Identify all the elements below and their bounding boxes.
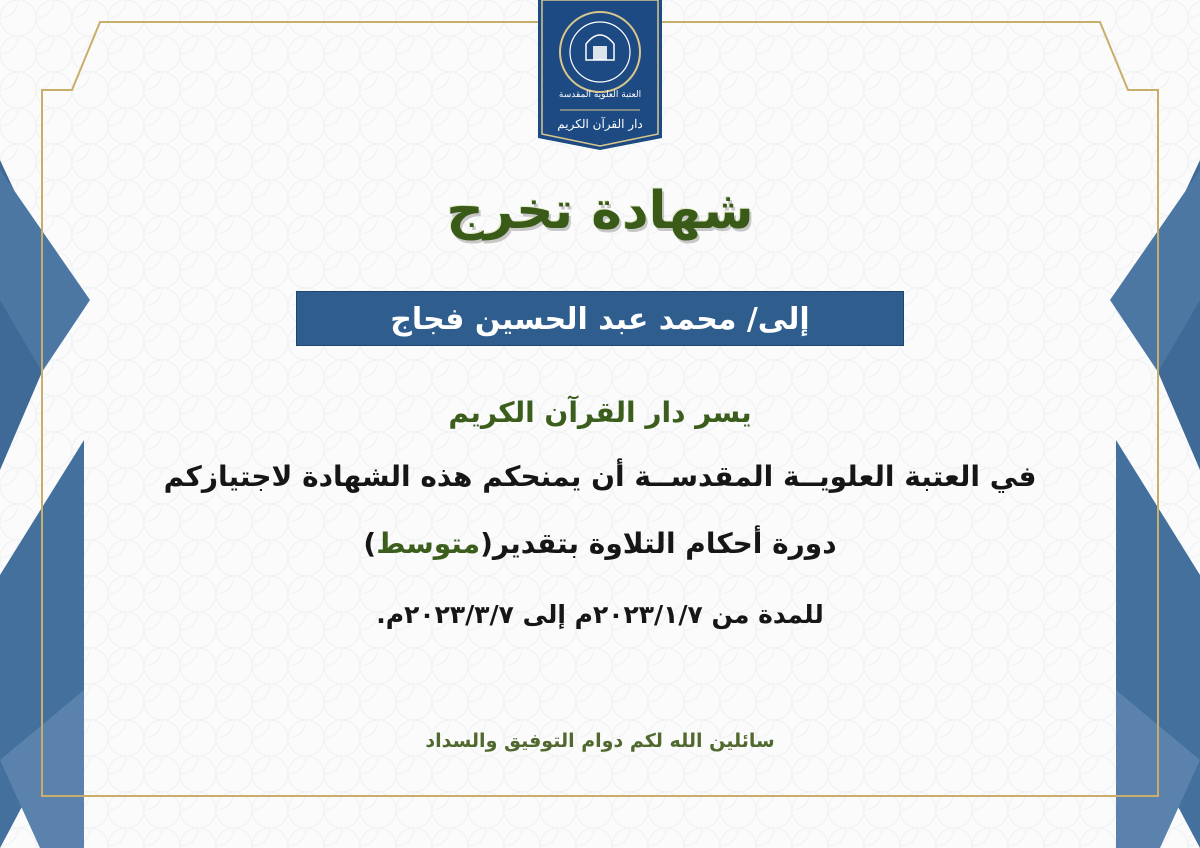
course-name: دورة أحكام التلاوة بتقدير bbox=[492, 527, 837, 560]
recipient-banner bbox=[296, 291, 904, 346]
recipient-name: إلى/ محمد عبد الحسين فجاج bbox=[390, 302, 810, 337]
grade-open-paren: ( bbox=[480, 527, 493, 560]
body-line-3 bbox=[0, 527, 1200, 560]
body-line-1: يسر دار القرآن الكريم bbox=[448, 396, 752, 429]
certificate-title: شهادة تخرج bbox=[446, 181, 754, 241]
emblem-bottom-text: دار القرآن الكريم bbox=[557, 117, 643, 131]
date-range: للمدة من ٢٠٢٣/١/٧م إلى ٢٠٢٣/٣/٧م. bbox=[376, 600, 824, 629]
grade-value: متوسط bbox=[376, 527, 481, 560]
emblem-top-text: العتبة العلوية المقدسة bbox=[558, 90, 642, 100]
body-line-2: في العتبة العلويــة المقدســة أن يمنحكم هذه الشهادة لاجتيازكم bbox=[163, 460, 1037, 493]
grade-close-paren: ) bbox=[363, 527, 377, 560]
emblem bbox=[538, 0, 662, 150]
closing-blessing: سائلين الله لكم دوام التوفيق والسداد bbox=[425, 730, 775, 752]
